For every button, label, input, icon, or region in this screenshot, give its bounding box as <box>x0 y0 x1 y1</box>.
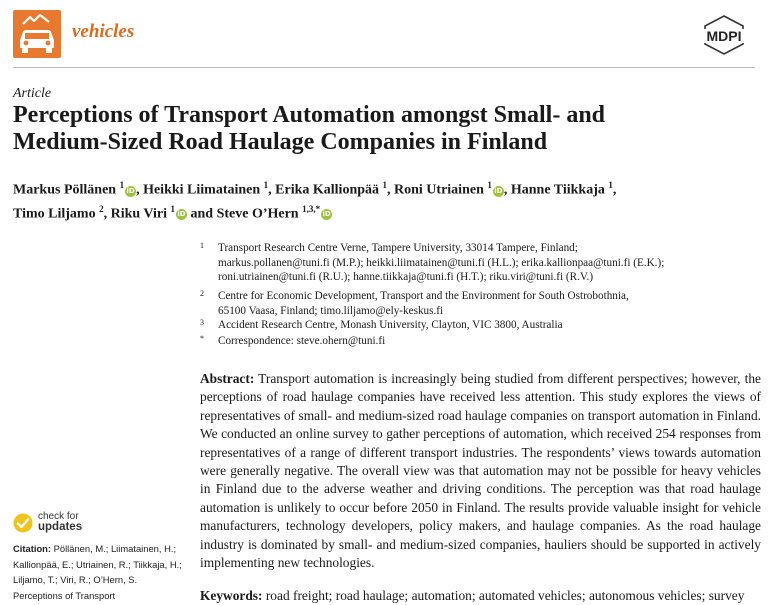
check-updates-line: check for <box>38 511 79 522</box>
affiliation-number: * <box>200 334 204 343</box>
author-name[interactable]: Heikki Liimatainen <box>143 182 261 198</box>
citation <box>13 541 188 603</box>
author-affiliation: 1 <box>263 180 269 190</box>
affiliation <box>200 241 760 285</box>
affiliation <box>200 318 760 333</box>
affiliation-line: Centre for Economic Development, Transport and the Environment for South Ostrobothnia, <box>218 290 629 302</box>
keywords <box>200 587 761 605</box>
check-updates-line: updates <box>38 521 83 533</box>
mdpi-logo-text: MDPI <box>706 28 742 44</box>
affiliation-line: Correspondence: steve.ohern@tuni.fi <box>218 335 386 347</box>
abstract-text: Transport automation is increasingly being studied from different perspectives; however, the perceptions of road haulage companies have received less attention. This study explores the views of representatives of small- and medium-sized road haulage companies on transport automation in Finland. We conducted an online survey to gather perceptions of automation, which received 254 responses from representatives of a range of different transport industries. The respondents’ views towards automation were generally negative. The overall view was that automation may not be possible for heavy vehicles in Finland due to the adverse weather and driving conditions. The perception was that road haulage automation is unlikely to occur before 2050 in Finland. The results provide valuable insight for vehicle manufacturers, technology developers, policy makers, and haulage companies. As the road haulage industry is dominated by small- and medium-sized companies, hauliers should be supported in actively implementing new technologies. <box>200 371 761 571</box>
author-name[interactable]: Riku Viri <box>110 206 167 222</box>
author-affiliation: 1 <box>170 203 175 214</box>
affiliation-line: Transport Research Centre Verne, Tampere University, 33014 Tampere, Finland; <box>218 242 578 254</box>
affiliation-number: 2 <box>200 289 204 298</box>
title-line: Perceptions of Transport Automation amongst Small- and <box>13 102 606 128</box>
author-affiliation: 1 <box>487 180 492 190</box>
keywords-label: Keywords: <box>200 588 263 603</box>
author-name[interactable]: Erika Kallionpää <box>275 182 380 198</box>
article-title <box>13 102 733 156</box>
orcid-icon[interactable]: iD <box>494 186 503 195</box>
journal-logo <box>13 10 61 58</box>
affiliation-line: markus.pollanen@tuni.fi (M.P.); heikki.liimatainen@tuni.fi (H.L.); erika.kallionpaa@tuni.fi (E.K.); <box>218 256 665 269</box>
author-affiliation: 1,3,* <box>302 203 321 214</box>
affiliation-line: roni.utriainen@tuni.fi (R.U.); hanne.tiikkaja@tuni.fi (H.T.); riku.viri@tuni.fi (R.V.) <box>218 271 594 283</box>
author-name[interactable]: Steve O’Hern <box>216 206 299 222</box>
author-line: Markus Pöllänen $^1$iD, Heikki Liimatainen $^1$, Erika Kallionpää $^1$, Roni Utriainen $^1$iD, Hanne Tiikkaja $^1$, <box>13 180 617 198</box>
affiliation-line: 65100 Vaasa, Finland; timo.liljamo@ely-keskus.fi <box>218 304 444 317</box>
check-updates-label[interactable] <box>38 511 82 533</box>
orcid-icon[interactable]: iD <box>126 186 135 195</box>
check-updates-icon[interactable] <box>13 513 33 533</box>
abstract <box>200 370 761 572</box>
citation-label: Citation: <box>13 543 52 554</box>
author-affiliation: 1 <box>382 180 388 190</box>
author-list <box>13 176 743 223</box>
header-divider <box>13 67 755 68</box>
title-line: Medium-Sized Road Haulage Companies in Finland <box>13 129 548 155</box>
affiliation-number: 1 <box>200 241 204 250</box>
author-name[interactable]: Markus Pöllänen <box>13 182 117 198</box>
author-affiliation: 1 <box>608 180 613 190</box>
author-name[interactable]: Roni Utriainen <box>394 182 484 198</box>
author-name[interactable]: Hanne Tiikkaja <box>510 182 605 198</box>
affiliation-number: 3 <box>200 318 204 327</box>
orcid-icon[interactable]: iD <box>322 210 331 219</box>
affiliation <box>200 289 760 318</box>
mdpi-logo[interactable] <box>693 14 755 56</box>
author-affiliation: 2 <box>99 203 104 214</box>
journal-name[interactable]: vehicles <box>72 21 135 42</box>
author-line: Timo Liljamo $^2$, Riku Viri $^1$iD and Steve O’Hern $^{1,3,*}$iD <box>13 203 331 222</box>
author-affiliation: 1 <box>119 180 125 190</box>
car-icon <box>13 10 61 58</box>
keywords-text: road freight; road haulage; automation; automated vehicles; autonomous vehicles; survey <box>265 588 745 603</box>
article-type: Article <box>13 86 52 101</box>
author-name[interactable]: Timo Liljamo <box>13 206 96 222</box>
orcid-icon[interactable]: iD <box>177 210 186 219</box>
citation-text: Pöllänen, M.; Liimatainen, H.; Kallionpää, E.; Utriainen, R.; Tiikkaja, H.; Liljamo, T.; Viri, R.; O’Hern, S. Perceptions of Transport <box>13 543 182 601</box>
abstract-label: Abstract: <box>200 371 255 386</box>
correspondence <box>200 334 760 349</box>
affiliation-line: Accident Research Centre, Monash University, Clayton, VIC 3800, Australia <box>218 319 563 331</box>
